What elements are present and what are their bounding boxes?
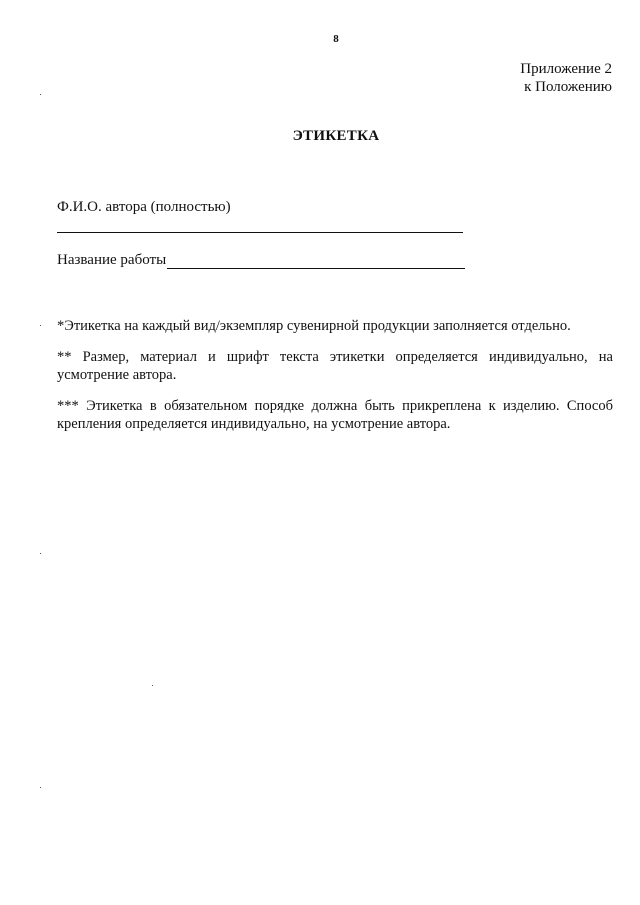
note-2-line-2: усмотрение автора. xyxy=(57,367,177,383)
appendix-line-1: Приложение 2 xyxy=(520,61,612,77)
author-field-label: Ф.И.О. автора (полностью) xyxy=(57,199,231,215)
note-2-line-1: ** Размер, материал и шрифт текста этикетки определяется индивидуально, на xyxy=(57,349,613,365)
scan-speck xyxy=(152,685,153,686)
work-title-row xyxy=(57,252,465,269)
work-title-label: Название работы xyxy=(57,252,167,268)
note-1: *Этикетка на каждый вид/экземпляр сувенирной продукции заполняется отдельно. xyxy=(57,318,571,334)
document-title: ЭТИКЕТКА xyxy=(292,128,380,144)
work-title-blank-line xyxy=(167,254,465,269)
note-2 xyxy=(57,348,613,384)
scan-speck xyxy=(40,553,41,554)
note-3: *** Этикетка в обязательном порядке должна быть прикреплена к изделию. Способ крепления определяется индивидуально, на усмотрение автора. xyxy=(57,398,613,432)
author-blank-line xyxy=(57,232,463,233)
scan-speck xyxy=(40,787,41,788)
appendix-reference xyxy=(520,60,612,96)
scan-speck xyxy=(40,94,41,95)
scan-speck xyxy=(40,325,41,326)
page-number: 8 xyxy=(333,33,339,45)
appendix-line-2: к Положению xyxy=(524,79,612,95)
